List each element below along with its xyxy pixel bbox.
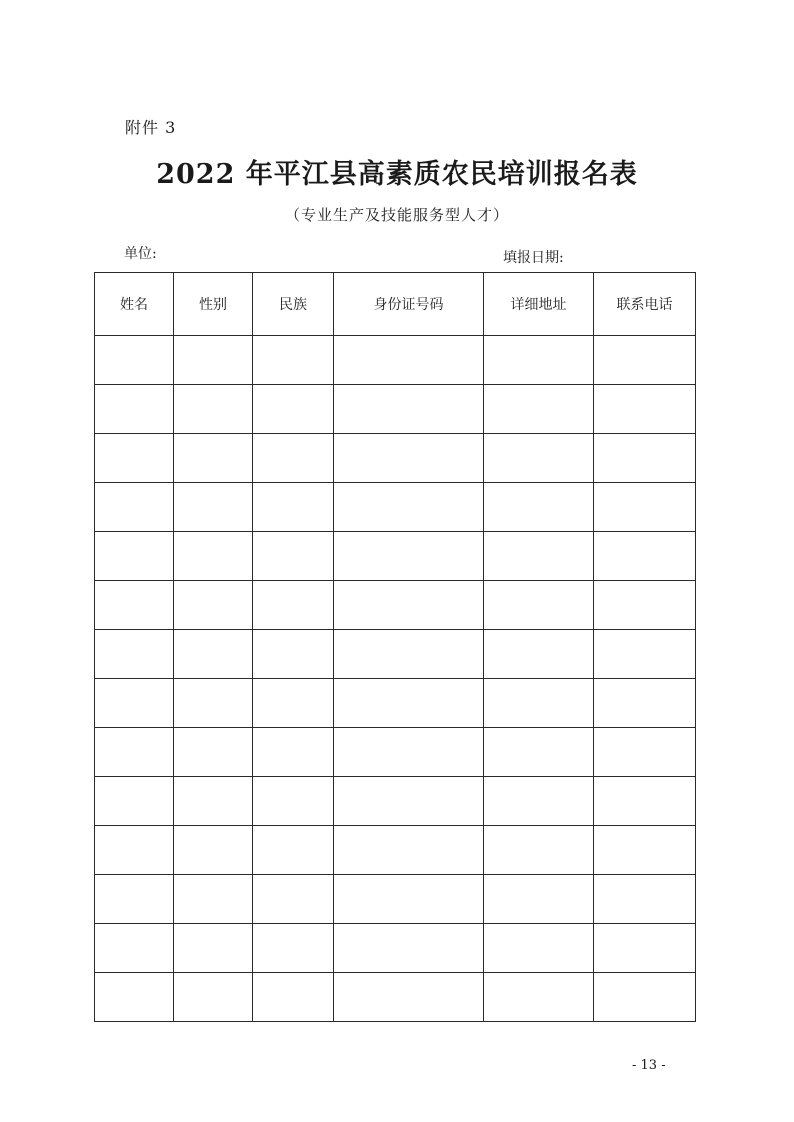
table-cell[interactable] [174,385,253,434]
table-cell[interactable] [253,777,334,826]
table-cell[interactable] [484,483,594,532]
table-cell[interactable] [334,875,484,924]
table-cell[interactable] [95,532,174,581]
table-cell[interactable] [594,385,696,434]
table-cell[interactable] [253,728,334,777]
table-cell[interactable] [334,434,484,483]
table-row [95,826,696,875]
table-body [95,336,696,1022]
table-row [95,483,696,532]
table-cell[interactable] [253,532,334,581]
table-cell[interactable] [484,826,594,875]
table-row [95,434,696,483]
registration-table-container [94,272,695,1015]
table-cell[interactable] [334,336,484,385]
table-cell[interactable] [484,875,594,924]
table-cell[interactable] [334,385,484,434]
table-cell[interactable] [174,630,253,679]
table-cell[interactable] [95,728,174,777]
table-cell[interactable] [95,679,174,728]
table-cell[interactable] [174,336,253,385]
table-cell[interactable] [334,924,484,973]
table-cell[interactable] [484,434,594,483]
table-cell[interactable] [334,532,484,581]
table-cell[interactable] [253,581,334,630]
table-cell[interactable] [334,777,484,826]
unit-label: 单位: [124,246,157,262]
table-cell[interactable] [594,826,696,875]
table-row [95,532,696,581]
table-cell[interactable] [484,973,594,1022]
column-header-address: 详细地址 [484,273,594,336]
table-cell[interactable] [95,973,174,1022]
table-cell[interactable] [594,924,696,973]
table-row [95,777,696,826]
table-row [95,385,696,434]
table-cell[interactable] [253,385,334,434]
table-cell[interactable] [253,336,334,385]
table-cell[interactable] [253,679,334,728]
table-cell[interactable] [484,532,594,581]
column-header-phone: 联系电话 [594,273,696,336]
page-number: - 13 - [632,1058,666,1073]
table-cell[interactable] [174,973,253,1022]
table-cell[interactable] [174,532,253,581]
table-cell[interactable] [174,581,253,630]
table-cell[interactable] [174,924,253,973]
table-cell[interactable] [594,483,696,532]
table-cell[interactable] [95,924,174,973]
date-label: 填报日期: [503,250,564,266]
table-row [95,875,696,924]
table-cell[interactable] [484,679,594,728]
table-cell[interactable] [334,728,484,777]
table-row [95,581,696,630]
table-cell[interactable] [594,434,696,483]
column-header-ethnicity: 民族 [253,273,334,336]
table-cell[interactable] [334,973,484,1022]
table-cell[interactable] [484,924,594,973]
registration-table [94,272,696,1022]
table-cell[interactable] [594,336,696,385]
page-title: 2022 年平江县高素质农民培训报名表 [156,159,638,190]
table-cell[interactable] [594,532,696,581]
table-cell[interactable] [95,336,174,385]
table-cell[interactable] [594,777,696,826]
table-cell[interactable] [594,728,696,777]
table-cell[interactable] [253,434,334,483]
table-cell[interactable] [253,924,334,973]
table-cell[interactable] [594,679,696,728]
page-subtitle: （专业生产及技能服务型人才） [284,206,509,224]
table-cell[interactable] [594,973,696,1022]
table-cell[interactable] [253,973,334,1022]
column-header-id-number: 身份证号码 [334,273,484,336]
table-cell[interactable] [95,777,174,826]
table-cell[interactable] [334,679,484,728]
table-cell[interactable] [484,777,594,826]
table-cell[interactable] [334,630,484,679]
table-cell[interactable] [95,581,174,630]
table-row [95,679,696,728]
table-row [95,728,696,777]
table-cell[interactable] [174,728,253,777]
table-cell[interactable] [594,875,696,924]
table-cell[interactable] [95,826,174,875]
table-cell[interactable] [484,336,594,385]
attachment-label: 附件 3 [125,118,177,137]
table-cell[interactable] [95,434,174,483]
column-header-gender: 性别 [174,273,253,336]
table-cell[interactable] [174,777,253,826]
table-cell[interactable] [174,483,253,532]
table-cell[interactable] [253,875,334,924]
table-row [95,973,696,1022]
table-cell[interactable] [95,385,174,434]
table-cell[interactable] [253,826,334,875]
table-cell[interactable] [174,679,253,728]
table-cell[interactable] [253,483,334,532]
table-cell[interactable] [334,581,484,630]
table-cell[interactable] [95,483,174,532]
table-cell[interactable] [174,826,253,875]
table-cell[interactable] [484,630,594,679]
table-cell[interactable] [484,385,594,434]
table-cell[interactable] [95,630,174,679]
table-header-row [95,273,696,336]
table-cell[interactable] [174,875,253,924]
table-row [95,336,696,385]
table-cell[interactable] [253,630,334,679]
table-row [95,630,696,679]
table-cell[interactable] [484,581,594,630]
table-cell[interactable] [484,728,594,777]
table-row [95,924,696,973]
table-cell[interactable] [334,826,484,875]
table-cell[interactable] [174,434,253,483]
table-cell[interactable] [334,483,484,532]
table-cell[interactable] [95,875,174,924]
column-header-name: 姓名 [95,273,174,336]
table-cell[interactable] [594,581,696,630]
table-cell[interactable] [594,630,696,679]
